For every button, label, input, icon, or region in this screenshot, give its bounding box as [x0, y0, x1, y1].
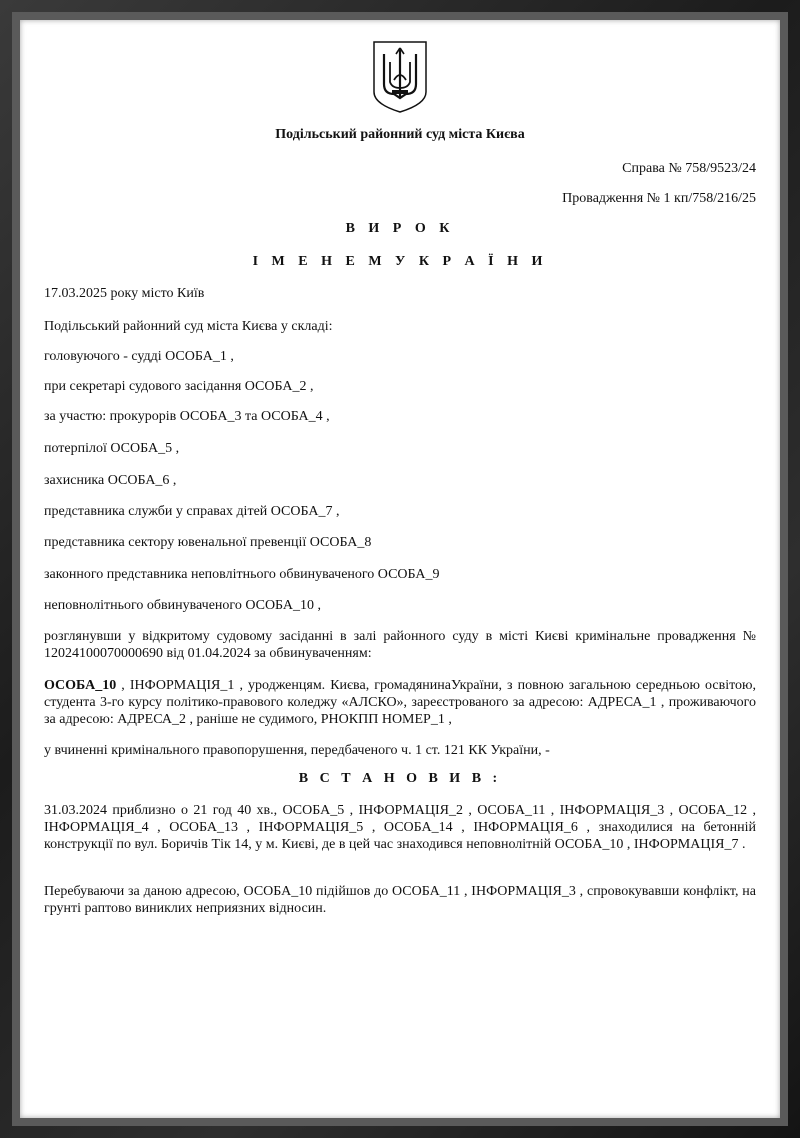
- defender: захисника ОСОБА_6 ,: [44, 473, 177, 488]
- presiding-judge: головуючого - судді ОСОБА_1 ,: [44, 349, 234, 364]
- court-composition: Подільський районний суд міста Києва у складі:: [44, 319, 333, 334]
- proceeding-number: Провадження № 1 кп/758/216/25: [562, 191, 756, 206]
- considered-paragraph: розглянувши у відкритому судовому засіданні в залі районного суду в місті Києві кримінальне провадження № 12024100070000690 від 01.04.2024 за обвинуваченням:: [44, 629, 756, 661]
- court-secretary: при секретарі судового засідання ОСОБА_2 ,: [44, 379, 314, 394]
- accused-name: ОСОБА_10: [44, 678, 117, 693]
- in-the-name-of-ukraine: І М Е Н Е М У К Р А Ї Н И: [252, 254, 548, 269]
- juvenile-prevention-representative: представника сектору ювенальної превенції ОСОБА_8: [44, 535, 372, 550]
- victim: потерпілої ОСОБА_5 ,: [44, 441, 180, 456]
- established-title: В С Т А Н О В И В :: [298, 771, 502, 786]
- verdict-title: В И Р О К: [345, 221, 455, 236]
- court-name: Подільський районний суд міста Києва: [275, 127, 525, 142]
- accused-details: , ІНФОРМАЦІЯ_1 , уродженцям. Києва, громадянинаУкраїни, з повною загальною середньою освітою, студента 3-го курсу політико-правового коледжу «АЛСКО», зареєстрованого за адресою: АДРЕСА_1 , проживаючого за адресою: АДРЕСА_2 , раніше не судимого, РНОКПП НОМЕР_1 ,: [44, 678, 756, 727]
- date-place: 17.03.2025 року місто Київ: [44, 286, 205, 301]
- coat-of-arms-icon: [372, 40, 428, 114]
- legal-representative: законного представника неповлітнього обвинуваченого ОСОБА_9: [44, 567, 440, 582]
- accused-juvenile: неповнолітнього обвинуваченого ОСОБА_10 ,: [44, 598, 322, 613]
- facts-paragraph-1: 31.03.2024 приблизно о 21 год 40 хв., ОСОБА_5 , ІНФОРМАЦІЯ_2 , ОСОБА_11 , ІНФОРМАЦІЯ_3 , ОСОБА_12 , ІНФОРМАЦІЯ_4 , ОСОБА_13 , ІНФОРМАЦІЯ_5 , ОСОБА_14 , ІНФОРМАЦІЯ_6 , знаходилися на бетонній конструкції по вул. Боричів Тік 14, у м. Києві, де в цей час знаходився неповнолітній ОСОБА_10 , ІНФОРМАЦІЯ_7 .: [44, 803, 756, 852]
- facts-paragraph-2: Перебуваючи за даною адресою, ОСОБА_10 підійшов до ОСОБА_11 , ІНФОРМАЦІЯ_3 , спровокувавши конфлікт, на грунті раптово виниклих неприязних відносин.: [44, 884, 756, 916]
- prosecutors: за участю: прокурорів ОСОБА_3 та ОСОБА_4 ,: [44, 409, 330, 424]
- frame-mat: [12, 12, 788, 1126]
- document-page: [20, 20, 780, 1118]
- charge-line: у вчиненні кримінального правопорушення, передбаченого ч. 1 ст. 121 КК України, -: [44, 743, 550, 758]
- case-number: Справа № 758/9523/24: [622, 161, 756, 176]
- accused-info-paragraph: [44, 677, 756, 728]
- child-service-representative: представника служби у справах дітей ОСОБА_7 ,: [44, 504, 340, 519]
